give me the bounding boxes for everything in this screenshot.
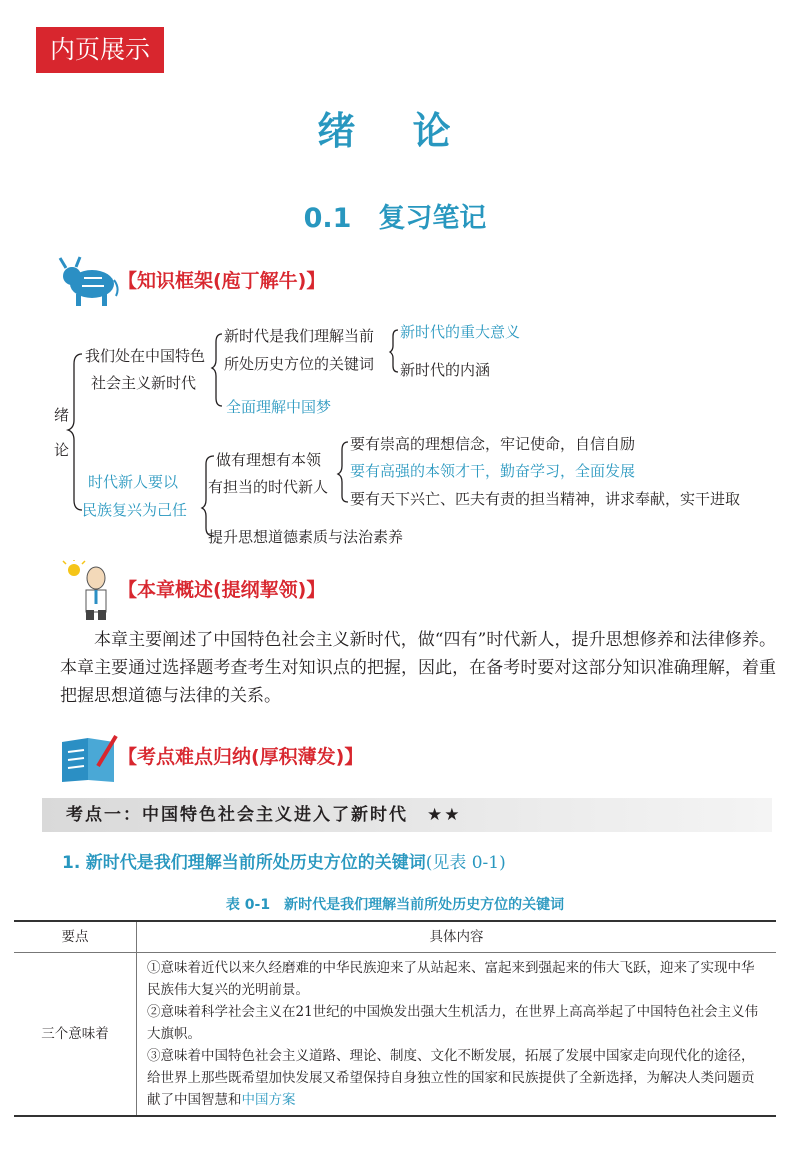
table-row	[14, 953, 776, 1117]
content-item-3-highlight: 中国方案	[241, 1092, 296, 1108]
tree-node-newpeople-2: 有担当的时代新人	[208, 478, 329, 496]
tree-root-2: 论	[54, 441, 70, 459]
chapter-title: 绪 论	[317, 109, 473, 153]
table-header-content: 具体内容	[137, 921, 777, 953]
section-title: 0.1 复习笔记	[303, 203, 487, 234]
tree-leaf-responsibility: 要有天下兴亡、匹夫有责的担当精神，讲求奉献，实干进取	[350, 490, 741, 508]
tree-leaf-ideals: 要有崇高的理想信念，牢记使命，自信自励	[350, 435, 636, 453]
content-item-3-text: ③意味着中国特色社会主义道路、理论、制度、文化不断发展，拓展了发展中国家走向现代化的途径，给世界上那些既希望加快发展又希望保持自身独立性的国家和民族提供了全新选择，为解决人类问题贡献了中国智慧和	[147, 1048, 755, 1108]
tree-leaf-chinese-dream: 全面理解中国梦	[226, 398, 332, 416]
tree-node-newpeople-1: 做有理想有本领	[216, 451, 322, 469]
point-1-number: 1.	[62, 853, 81, 873]
thinking-person-icon	[60, 560, 120, 622]
table-cell-key: 三个意味着	[14, 953, 137, 1117]
content-item-1: ①意味着近代以来久经磨难的中华民族迎来了从站起来、富起来到强起来的伟大飞跃，迎来了实现中华民族伟大复兴的光明前景。	[147, 960, 755, 998]
point-1-table-ref: (见表 0-1)	[425, 853, 506, 873]
table-cell-content	[137, 953, 777, 1117]
keypoints-heading: 【考点难点归纳(厚积薄发)】	[118, 746, 364, 768]
table-caption: 表 0-1 新时代是我们理解当前所处历史方位的关键词	[225, 897, 565, 913]
overview-heading: 【本章概述(提纲挈领)】	[118, 579, 326, 601]
table-header-row	[14, 921, 776, 953]
tree-node-b2: 民族复兴为己任	[82, 501, 188, 519]
tree-node-keyword-2: 所处历史方位的关键词	[224, 355, 375, 373]
point-1-heading	[62, 848, 506, 873]
ox-icon	[58, 252, 120, 310]
overview-paragraph: 本章主要阐述了中国特色社会主义新时代，做“四有”时代新人，提升思想修养和法律修养。本章主要通过选择题考查考生对知识点的把握，因此，在备考时要对这部分知识准确理解，着重把握思想道德与法律的关系。	[60, 630, 776, 706]
tree-node-b1: 时代新人要以	[88, 473, 179, 491]
key-point-banner: 考点一：中国特色社会主义进入了新时代 ★★	[42, 798, 772, 832]
table-header-key: 要点	[14, 921, 137, 953]
notebook-icon	[58, 728, 120, 784]
framework-heading: 【知识框架(庖丁解牛)】	[118, 270, 326, 292]
tree-leaf-connotation: 新时代的内涵	[400, 361, 491, 379]
tree-node-keyword-1: 新时代是我们理解当前	[224, 327, 375, 345]
tree-node-a2: 社会主义新时代	[91, 374, 197, 392]
key-words-table	[14, 920, 776, 1117]
tree-leaf-significance: 新时代的重大意义	[400, 323, 521, 341]
content-item-3	[147, 1045, 766, 1111]
tree-leaf-morality-law: 提升思想道德素质与法治素养	[208, 528, 404, 546]
page-tag: 内页展示	[36, 27, 164, 73]
point-1-text: 新时代是我们理解当前所处历史方位的关键词	[85, 853, 426, 873]
tree-root-1: 绪	[54, 406, 70, 424]
tree-node-a1: 我们处在中国特色	[85, 347, 206, 365]
content-item-2: ②意味着科学社会主义在21世纪的中国焕发出强大生机活力，在世界上高高举起了中国特色社会主义伟大旗帜。	[147, 1004, 759, 1042]
tree-leaf-abilities: 要有高强的本领才干，勤奋学习，全面发展	[350, 462, 636, 480]
